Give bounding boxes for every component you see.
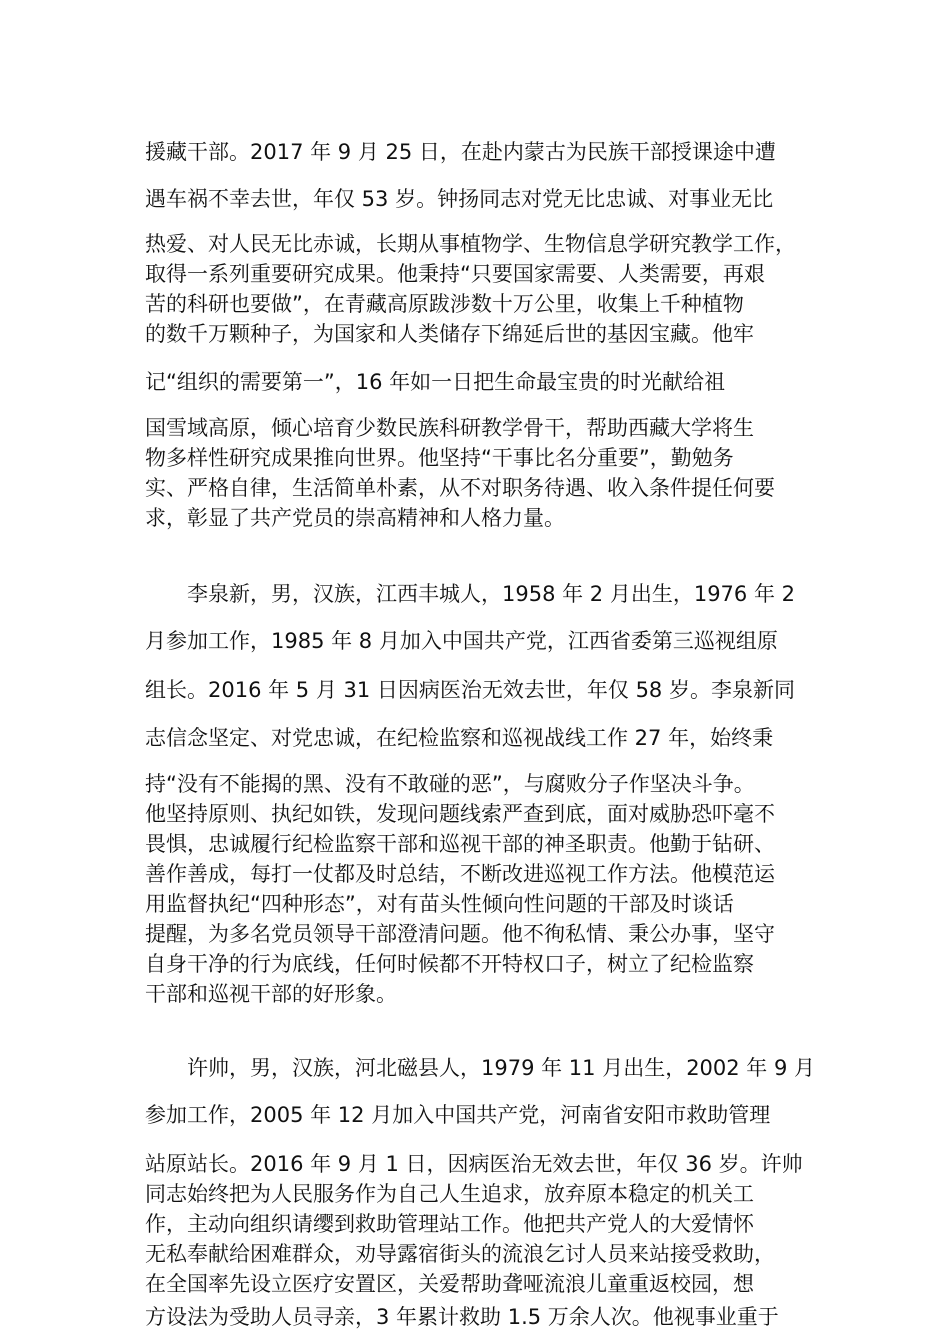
text-line: 援藏干部。2017 年 9 月 25 日，在赴内蒙古为民族干部授课途中遭 bbox=[145, 140, 776, 164]
text-line: 同志始终把为人民服务作为自己人生追求，放弃原本稳定的机关工 bbox=[145, 1182, 754, 1206]
text-line: 善作善成，每打一仗都及时总结，不断改进巡视工作方法。他模范运 bbox=[145, 862, 775, 886]
text-line: 组长。2016 年 5 月 31 日因病医治无效去世，年仅 58 岁。李泉新同 bbox=[145, 678, 795, 702]
text-line: 求，彰显了共产党员的崇高精神和人格力量。 bbox=[145, 506, 565, 530]
text-line: 苦的科研也要做”，在青藏高原跋涉数十万公里，收集上千种植物 bbox=[145, 292, 744, 316]
text-line: 在全国率先设立医疗安置区，关爱帮助聋哑流浪儿童重返校园，想 bbox=[145, 1272, 754, 1296]
text-line: 提醒，为多名党员领导干部澄清问题。他不徇私情、秉公办事，坚守 bbox=[145, 922, 775, 946]
text-line: 站原站长。2016 年 9 月 1 日，因病医治无效去世，年仅 36 岁。许帅 bbox=[145, 1152, 803, 1176]
text-line: 遇车祸不幸去世，年仅 53 岁。钟扬同志对党无比忠诚、对事业无比 bbox=[145, 187, 774, 211]
text-line: 持“没有不能揭的黑、没有不敢碰的恶”，与腐败分子作坚决斗争。 bbox=[145, 772, 755, 796]
text-line: 干部和巡视干部的好形象。 bbox=[145, 982, 397, 1006]
text-line: 自身干净的行为底线，任何时候都不开特权口子，树立了纪检监察 bbox=[145, 952, 754, 976]
text-line: 他坚持原则、执纪如铁，发现问题线索严查到底，面对威胁恐吓毫不 bbox=[145, 802, 775, 826]
text-line: 用监督执纪“四种形态”，对有苗头性倾向性问题的干部及时谈话 bbox=[145, 892, 734, 916]
text-line: 记“组织的需要第一”，16 年如一日把生命最宝贵的时光献给祖 bbox=[145, 370, 726, 394]
text-line: 的数千万颗种子，为国家和人类储存下绵延后世的基因宝藏。他牢 bbox=[145, 322, 754, 346]
text-line: 实、严格自律，生活简单朴素，从不对职务待遇、收入条件提任何要 bbox=[145, 476, 775, 500]
text-line: 许帅，男，汉族，河北磁县人，1979 年 11 月出生，2002 年 9 月 bbox=[187, 1056, 815, 1080]
text-line: 作，主动向组织请缨到救助管理站工作。他把共产党人的大爱情怀 bbox=[145, 1212, 754, 1236]
text-line: 月参加工作，1985 年 8 月加入中国共产党，江西省委第三巡视组原 bbox=[145, 629, 778, 653]
text-line: 国雪域高原，倾心培育少数民族科研教学骨干，帮助西藏大学将生 bbox=[145, 416, 754, 440]
text-line: 李泉新，男，汉族，江西丰城人，1958 年 2 月出生，1976 年 2 bbox=[187, 582, 795, 606]
text-line: 无私奉献给困难群众，劝导露宿街头的流浪乞讨人员来站接受救助， bbox=[145, 1242, 775, 1266]
text-line: 畏惧，忠诚履行纪检监察干部和巡视干部的神圣职责。他勤于钻研、 bbox=[145, 832, 775, 856]
text-line: 物多样性研究成果推向世界。他坚持“干事比名分重要”，勤勉务 bbox=[145, 446, 734, 470]
text-line: 参加工作，2005 年 12 月加入中国共产党，河南省安阳市救助管理 bbox=[145, 1103, 771, 1127]
text-line: 热爱、对人民无比赤诚，长期从事植物学、生物信息学研究教学工作， bbox=[145, 232, 796, 256]
text-line: 方设法为受助人员寻亲，3 年累计救助 1.5 万余人次。他视事业重于 bbox=[145, 1305, 779, 1329]
text-line: 取得一系列重要研究成果。他秉持“只要国家需要、人类需要，再艰 bbox=[145, 262, 765, 286]
text-line: 志信念坚定、对党忠诚，在纪检监察和巡视战线工作 27 年，始终秉 bbox=[145, 726, 774, 750]
